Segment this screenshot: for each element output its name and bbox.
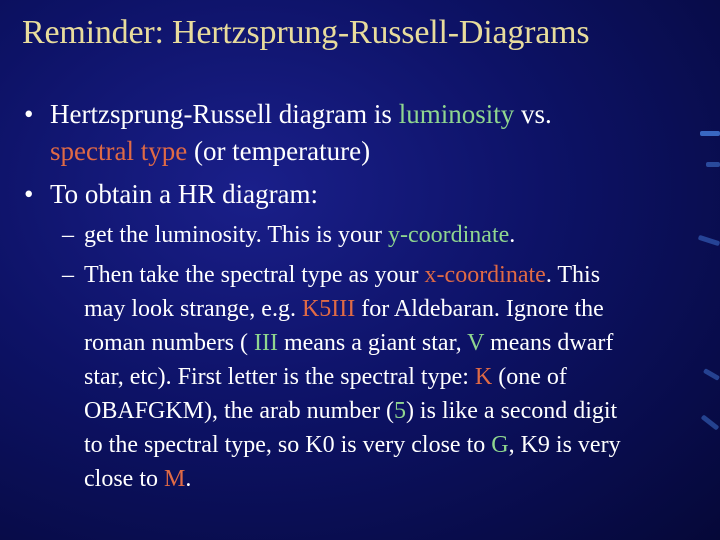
sub-bullet-line: get the luminosity. This is your y-coordinate. [84,222,516,248]
highlight-5: 5 [393,398,406,424]
dash-glyph: – [62,262,74,288]
decorative-streak [703,368,720,381]
decorative-streak [700,131,720,136]
highlight-x-coordinate: x-coordinate [424,262,546,288]
highlight-spectral-type: spectral type [50,136,188,166]
bullet-line: spectral type (or temperature) [50,136,371,166]
bullet-line: To obtain a HR diagram: [50,179,319,209]
sub-bullet-line: roman numbers ( III means a giant star, V means dwarf [84,330,614,356]
decorative-streak [701,414,720,430]
highlight-g: G [491,432,509,458]
sub-bullet-line: star, etc). First letter is the spectral type: K (one of [84,364,567,390]
highlight-luminosity: luminosity [398,99,515,129]
decorative-streak [706,162,720,167]
highlight-k: K [474,364,493,390]
highlight-y-coordinate: y-coordinate [388,222,510,248]
bullet-glyph: • [24,99,34,129]
sub-bullet-line: OBAFGKM), the arab number (5) is like a second digit [84,398,618,424]
sub-bullet-line: to the spectral type, so K0 is very close to G, K9 is very [84,432,621,458]
sub-bullet-line: may look strange, e.g. K5III for Aldebaran. Ignore the [84,296,604,322]
dash-glyph: – [62,222,74,248]
slide-title: Reminder: Hertzsprung-Russell-Diagrams [22,14,590,51]
highlight-k5iii: K5III [301,296,356,322]
highlight-v: V [467,330,485,356]
bullet-line: Hertzsprung-Russell diagram is luminosity vs. [50,99,552,129]
bullet-glyph: • [24,179,34,209]
highlight-iii: III [253,330,278,356]
highlight-m: M [163,466,186,492]
decorative-streak [698,235,720,247]
sub-bullet-line: close to M. [84,466,192,492]
sub-bullet-line: Then take the spectral type as your x-coordinate. This [84,262,601,288]
